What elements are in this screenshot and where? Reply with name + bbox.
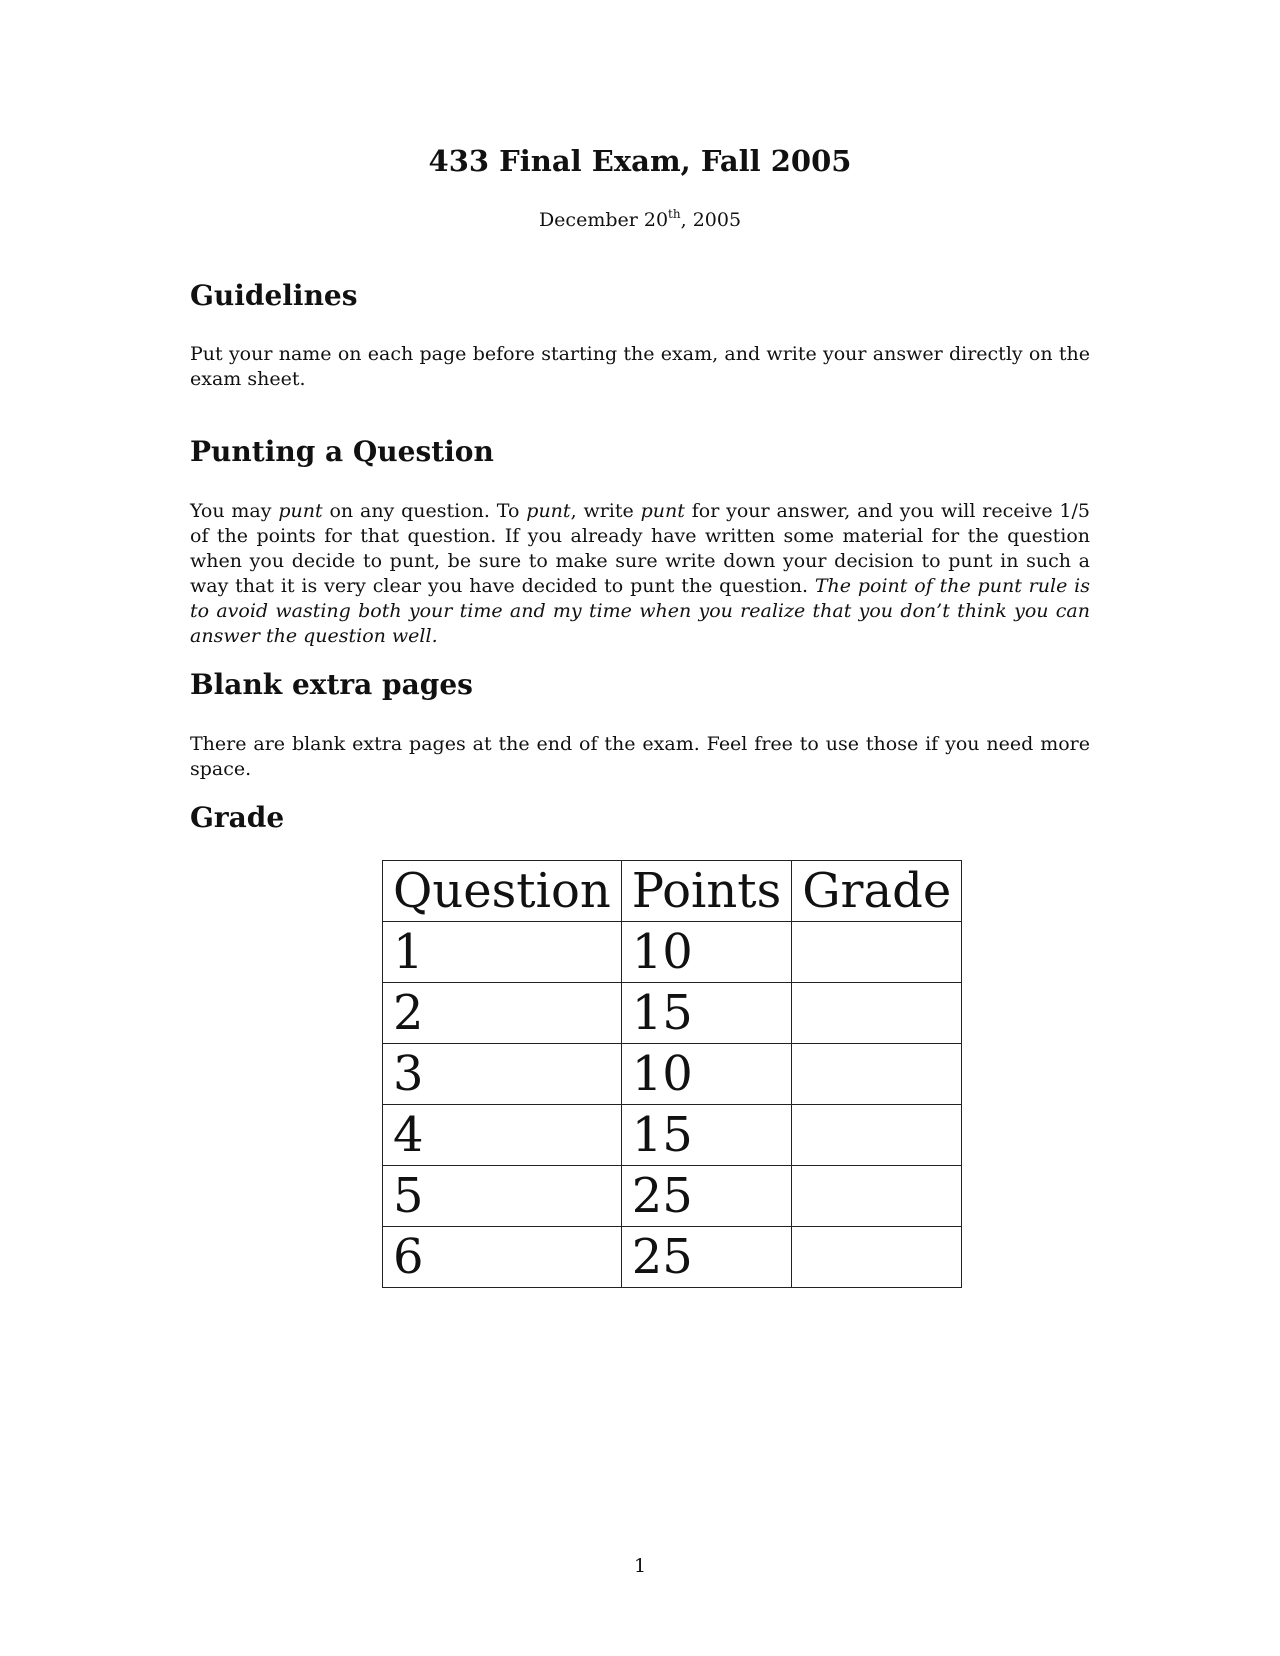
question-cell: 5 <box>383 1166 622 1227</box>
guidelines-text: Put your name on each page before starting the exam, and write your answer directly on the exam sheet. <box>190 343 1090 390</box>
table-row <box>383 1227 962 1288</box>
table-row <box>383 1044 962 1105</box>
table-row <box>383 983 962 1044</box>
points-cell: 10 <box>621 1044 791 1105</box>
grade-cell <box>792 1166 962 1227</box>
punting-emph-1: punt <box>278 500 323 522</box>
punting-emph-4: The point of the punt rule is to avoid wasting both your time and my time when you realize that you don’t think you can answer the question well. <box>190 575 1090 647</box>
date-prefix: December 20 <box>538 209 669 231</box>
table-row <box>383 922 962 983</box>
table-row <box>383 1105 962 1166</box>
grade-cell <box>792 983 962 1044</box>
punting-text-3: , write <box>570 500 641 522</box>
grade-table-header-row <box>383 861 962 922</box>
table-row <box>383 1166 962 1227</box>
punting-heading: Punting a Question <box>190 435 494 468</box>
page-title: 433 Final Exam, Fall 2005 <box>428 144 852 178</box>
punting-text-2: on any question. To <box>322 500 527 522</box>
grade-cell <box>792 1227 962 1288</box>
date-suffix: , 2005 <box>680 209 742 231</box>
punting-text-1: You may <box>190 500 279 522</box>
guidelines-heading: Guidelines <box>190 279 358 312</box>
question-cell: 3 <box>383 1044 622 1105</box>
column-header-points: Points <box>621 861 791 922</box>
punting-text <box>190 499 1090 649</box>
grade-cell <box>792 1044 962 1105</box>
punting-emph-3: punt <box>640 500 685 522</box>
question-cell: 2 <box>383 983 622 1044</box>
date-ordinal: th <box>668 207 681 221</box>
points-cell: 10 <box>621 922 791 983</box>
question-cell: 6 <box>383 1227 622 1288</box>
punting-emph-2: punt <box>526 500 571 522</box>
grade-cell <box>792 1105 962 1166</box>
blank-pages-text: There are blank extra pages at the end of the exam. Feel free to use those if you need more space. <box>190 733 1090 780</box>
blank-pages-heading: Blank extra pages <box>190 668 473 701</box>
grade-cell <box>792 922 962 983</box>
points-cell: 15 <box>621 1105 791 1166</box>
grade-table <box>382 860 962 1288</box>
question-cell: 1 <box>383 922 622 983</box>
points-cell: 15 <box>621 983 791 1044</box>
column-header-question: Question <box>383 861 622 922</box>
page-number: 1 <box>633 1555 647 1577</box>
punting-text-4: for your answer, and you will receive 1/5 of the points for that question. If you already have written some material for the question when you decide to punt, be sure to make sure write down your decision to punt in such a way that it is very clear you have decided to punt the question. <box>190 500 1090 597</box>
grade-heading: Grade <box>190 801 285 834</box>
exam-date <box>0 208 1280 232</box>
points-cell: 25 <box>621 1166 791 1227</box>
points-cell: 25 <box>621 1227 791 1288</box>
question-cell: 4 <box>383 1105 622 1166</box>
column-header-grade: Grade <box>792 861 962 922</box>
